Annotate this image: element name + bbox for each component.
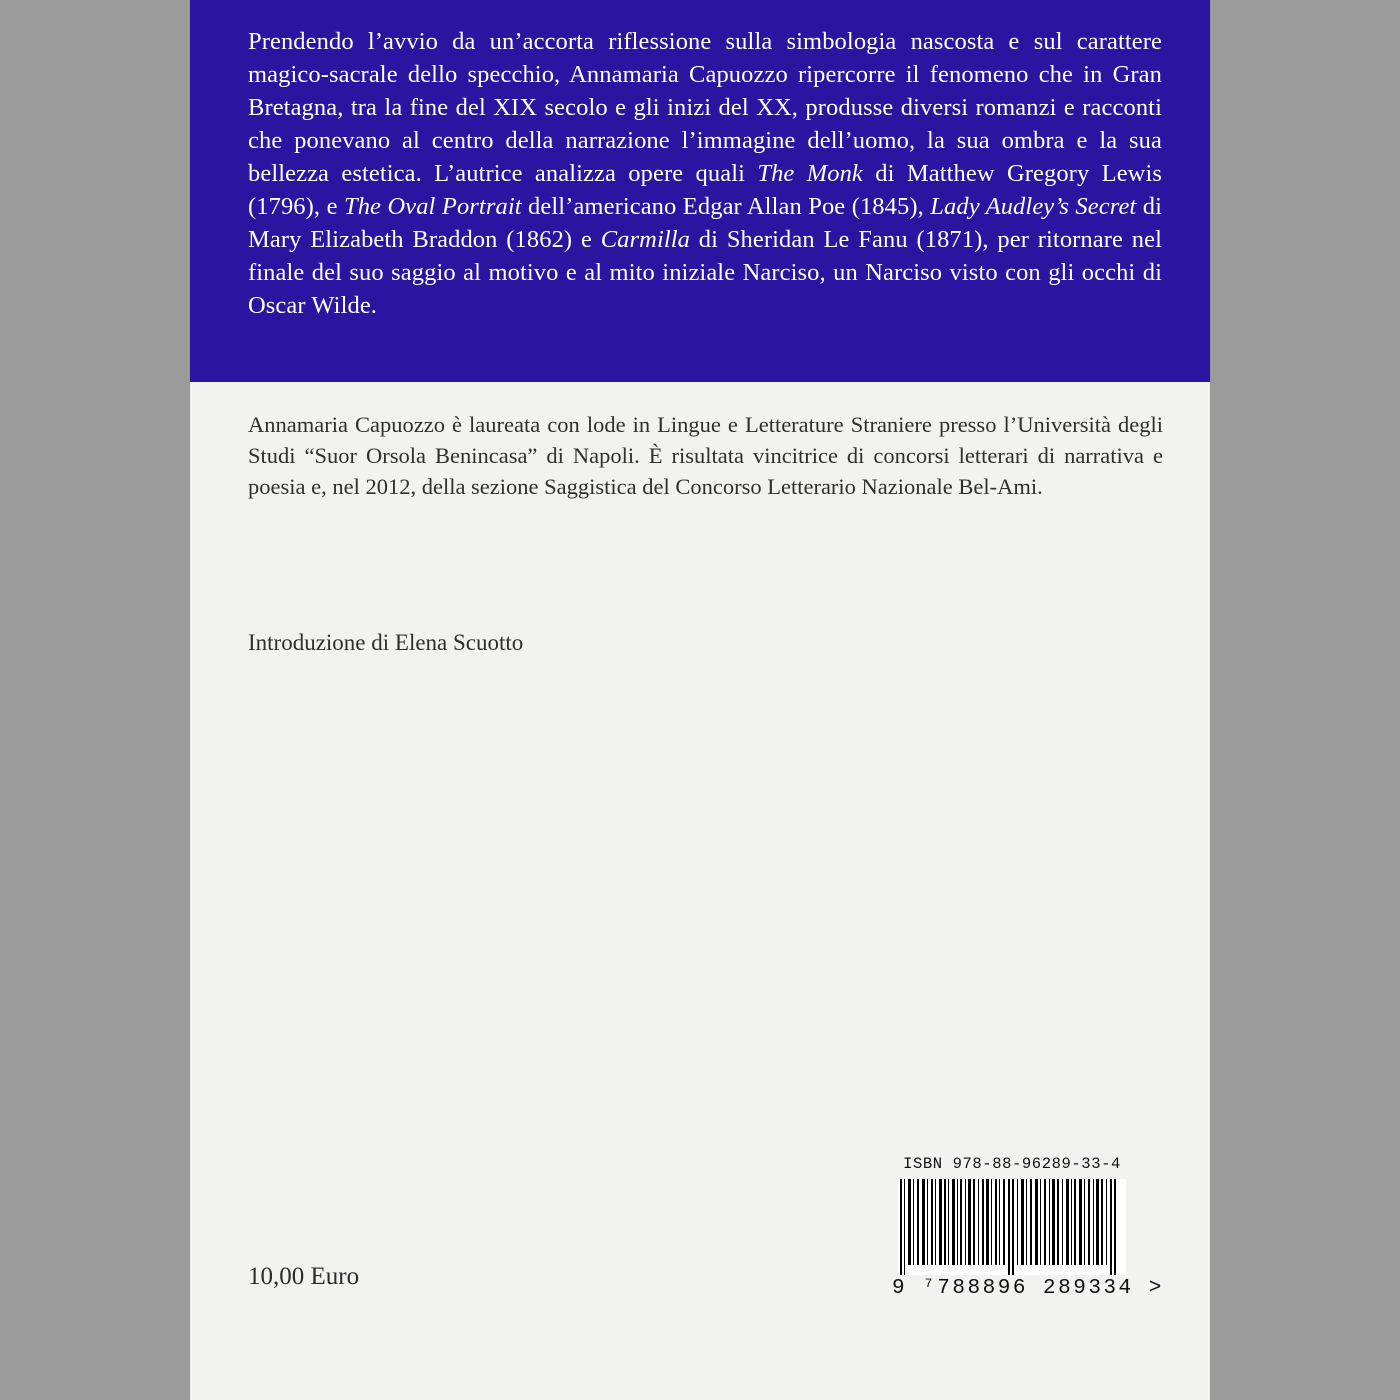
isbn-label: ISBN 978-88-96289-33-4	[903, 1155, 1121, 1173]
introduction-credit: Introduzione di Elena Scuotto	[248, 630, 524, 655]
author-bio-text: Annamaria Capuozzo è laureata con lode in Lingue e Letterature Straniere presso l’Università degli Studi “Suor Orsola Benincasa” di Napoli. È risultata vincitrice di concorsi letterari di narrativa e poesia e, nel 2012, della sezione Saggistica del Concorso Letterario Nazionale Bel-Ami.	[248, 412, 1163, 499]
blurb-title-carmilla: Carmilla	[600, 225, 691, 253]
blurb-title-the-monk: The Monk	[757, 159, 863, 187]
right-margin-background	[1210, 0, 1400, 1400]
blurb-text	[248, 26, 1162, 322]
barcode-image	[898, 1179, 1126, 1275]
blurb-segment-4: dell’americano Edgar Allan Poe (1845),	[521, 192, 931, 220]
blurb-segment-0: Prendendo l’avvio da un’accorta riflessione sulla simbologia nascosta e sul carattere magico-sacrale dello specchio, Annamaria Capuozzo ripercorre il fenomeno che in Gran Bretagna, tra la fine del XIX secolo e gli inizi del XX, produsse diversi romanzi e racconti che ponevano al centro della narrazione l’immagine dell’uomo, la sua ombra e la sua bellezza estetica. L’autrice analizza opere quali	[248, 28, 1162, 187]
blurb-segment-6: di Mary Elizabeth Braddon (1862) e	[248, 192, 1163, 253]
blurb-segment-2: di Matthew Gregory Lewis (1796), e	[248, 159, 1162, 220]
blurb-segment-8: di Sheridan Le Fanu (1871), per ritornare nel finale del suo saggio al motivo e al mito iniziale Narciso, un Narciso visto con gli occhi di Oscar Wilde.	[248, 225, 1162, 319]
price-label: 10,00 Euro	[248, 1263, 360, 1290]
back-cover	[190, 0, 1210, 1400]
blurb-panel	[190, 0, 1210, 382]
blurb-title-lady-audleys-secret: Lady Audley’s Secret	[930, 192, 1137, 220]
author-bio-block	[248, 410, 1163, 502]
blurb-title-the-oval-portrait: The Oval Portrait	[343, 192, 522, 220]
barcode-digits: 9 ⁷788896 289334 >	[892, 1277, 1164, 1300]
barcode-area	[892, 1155, 1164, 1300]
left-margin-background	[0, 0, 190, 1400]
